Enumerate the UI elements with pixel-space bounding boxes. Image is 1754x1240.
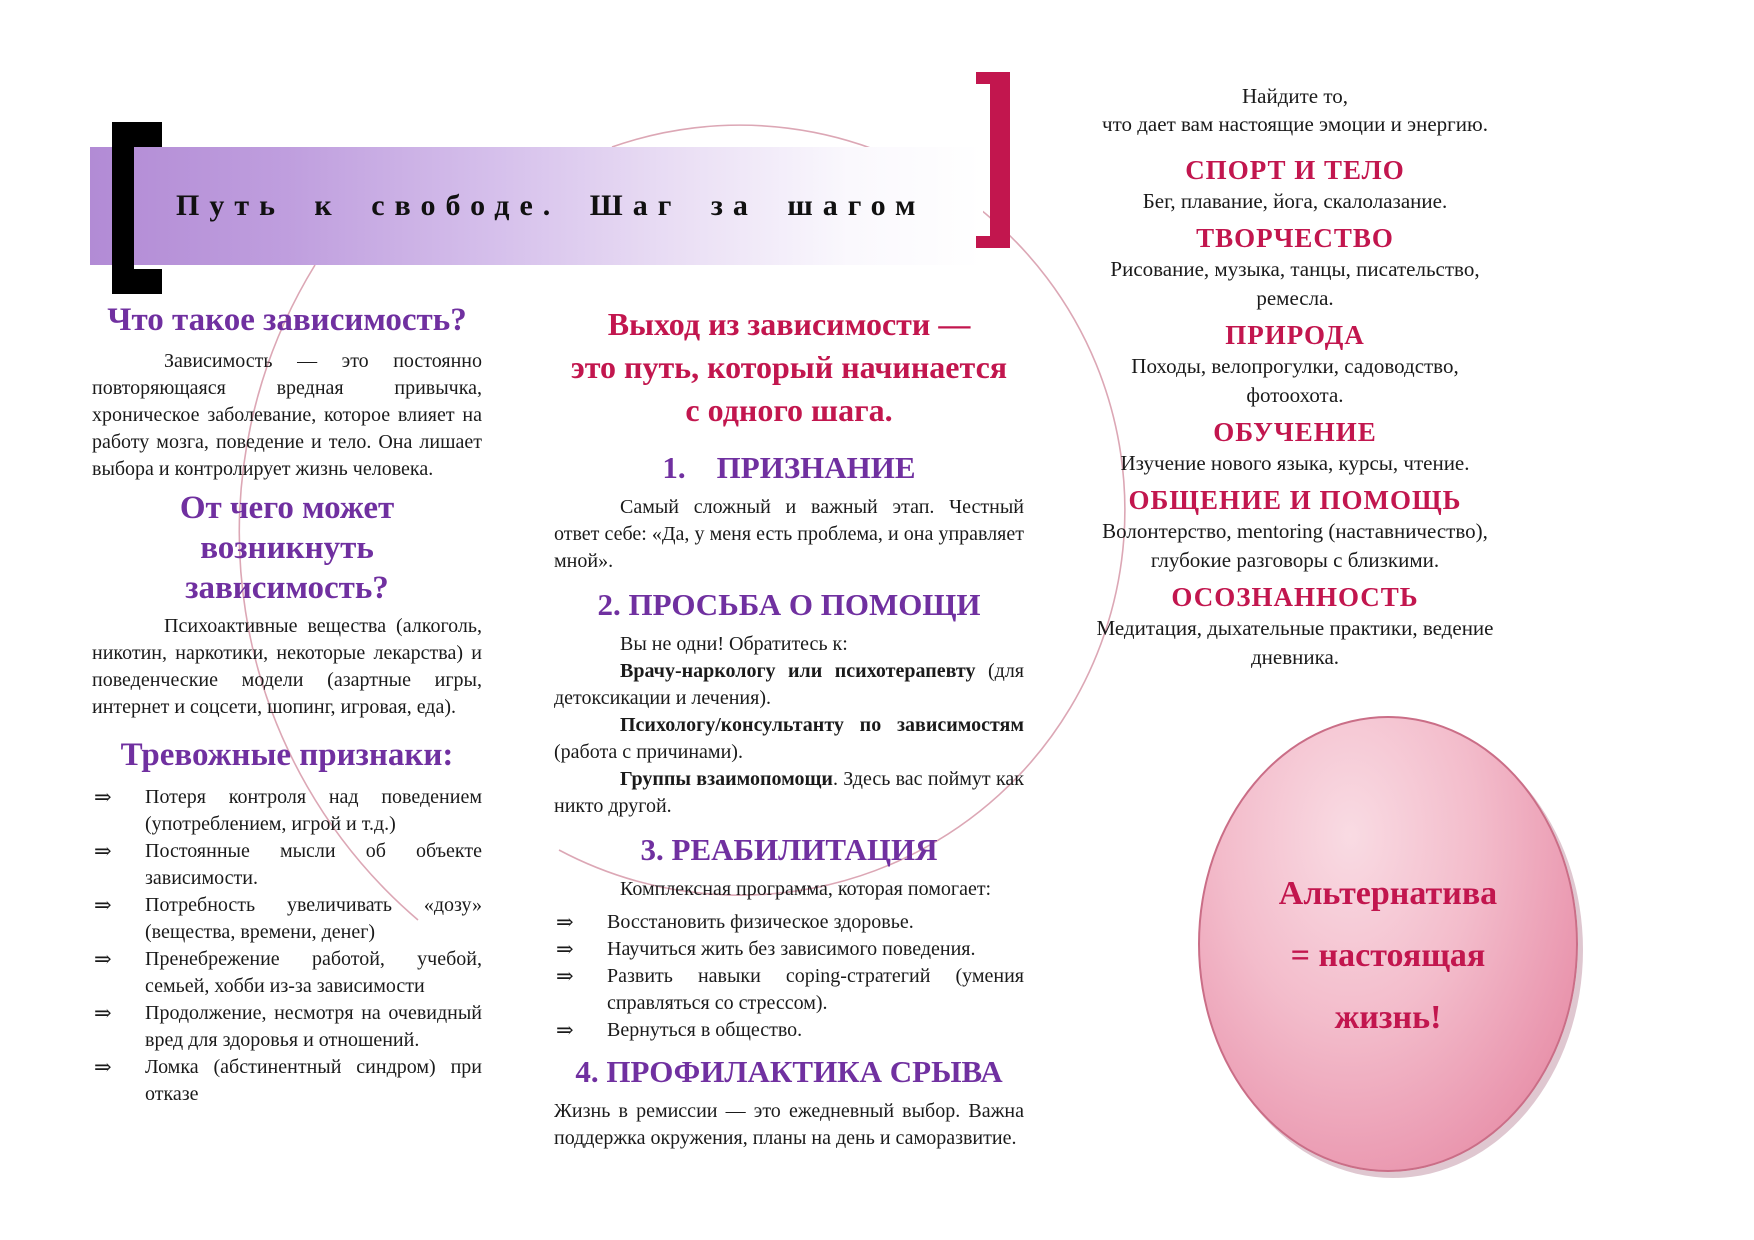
alternative-life-circle (1198, 716, 1578, 1172)
step1-heading: 1. ПРИЗНАНИЕ (662, 450, 916, 485)
category-desc-learning: Изучение нового языка, курсы, чтение. (1120, 451, 1470, 475)
rehab-benefit-text: Научиться жить без зависимого поведения. (607, 938, 976, 960)
category-title-creativity: ТВОРЧЕСТВО (1196, 223, 1394, 253)
right-column (1085, 82, 1505, 672)
warning-sign-text: Постоянные мысли об объекте зависимости. (145, 840, 482, 889)
arrow-bullet-icon: ⇒ (556, 937, 574, 961)
causes-paragraph: Психоактивные вещества (алкоголь, никотин, наркотики, некоторые лекарства) и поведенческие модели (азартные игры, интернет и соцсети, шопинг, игровая, еда). (92, 615, 482, 718)
category-title-sport: СПОРТ И ТЕЛО (1185, 155, 1405, 185)
warning-sign-item (92, 1054, 482, 1108)
warning-signs-list (92, 784, 482, 1108)
exit-headline-line: это путь, который начинается (570, 349, 1008, 385)
rehab-benefit-text: Восстановить физическое здоровье. (607, 911, 914, 933)
category-desc-nature: Походы, велопрогулки, садоводство, фотоохота. (1131, 354, 1459, 407)
step3-heading: 3. РЕАБИЛИТАЦИЯ (640, 832, 938, 867)
causes-heading-line: зависимость? (185, 570, 389, 606)
causes-heading-line: От чего может (179, 490, 395, 526)
help-option-bold: Врачу-наркологу или психотерапевту (620, 660, 976, 682)
category-desc-mindfulness: Медитация, дыхательные практики, ведение дневника. (1096, 616, 1494, 669)
arrow-bullet-icon: ⇒ (556, 1018, 574, 1042)
warning-sign-text: Пренебрежение работой, учебой, семьей, хобби из-за зависимости (145, 948, 482, 997)
warning-sign-text: Потребность увеличивать «дозу» (вещества, времени, денег) (145, 894, 482, 943)
warning-sign-item (92, 1000, 482, 1054)
left-column (92, 298, 482, 1108)
step3-paragraph: Комплексная программа, которая помогает: (620, 878, 992, 900)
exit-headline-line: с одного шага. (685, 392, 893, 428)
alternatives-intro-line: Найдите то, (1241, 84, 1349, 108)
warning-sign-text: Потеря контроля над поведением (употреблением, игрой и т.д.) (145, 786, 482, 835)
left-bracket-decoration (112, 122, 162, 294)
category-title-communication: ОБЩЕНИЕ И ПОМОЩЬ (1128, 485, 1462, 515)
warning-sign-item (92, 892, 482, 946)
category-desc-communication: Волонтерство, mentoring (наставничество), глубокие разговоры с близкими. (1102, 519, 1488, 572)
category-desc-sport: Бег, плавание, йога, скалолазание. (1142, 189, 1448, 213)
category-desc-creativity: Рисование, музыка, танцы, писательство, ремесла. (1110, 257, 1480, 310)
arrow-bullet-icon: ⇒ (94, 1001, 112, 1025)
arrow-bullet-icon: ⇒ (94, 1055, 112, 1079)
exit-headline (554, 303, 1024, 432)
causes-heading (92, 488, 482, 608)
warning-sign-item (92, 784, 482, 838)
rehab-benefit-text: Вернуться в общество. (607, 1019, 803, 1041)
causes-heading-line: возникнуть (200, 530, 374, 566)
arrow-bullet-icon: ⇒ (556, 910, 574, 934)
warning-sign-item (92, 946, 482, 1000)
right-bracket-decoration (976, 72, 1010, 248)
arrow-bullet-icon: ⇒ (94, 839, 112, 863)
middle-column (554, 303, 1024, 1152)
help-option-rest: . Здесь вас поймут как никто другой. (554, 768, 1024, 817)
warning-sign-text: Продолжение, несмотря на очевидный вред для здоровья и отношений. (145, 1002, 482, 1051)
alternatives-intro-line: что дает вам настоящие эмоции и энергию. (1102, 112, 1488, 136)
step2-heading: 2. ПРОСЬБА О ПОМОЩИ (597, 587, 981, 622)
addiction-definition-paragraph: Зависимость — это постоянно повторяющаяся вредная привычка, хроническое заболевание, которое влияет на работу мозга, поведение и тело. Она лишает выбора и контролирует жизнь человека. (92, 350, 482, 480)
rehab-benefit-item (554, 963, 1024, 1017)
step1-paragraph: Самый сложный и важный этап. Честный ответ себе: «Да, у меня есть проблема, и она управляет мной». (554, 496, 1024, 572)
category-title-learning: ОБУЧЕНИЕ (1213, 417, 1377, 447)
what-is-addiction-heading: Что такое зависимость? (107, 302, 467, 338)
warning-sign-item (92, 838, 482, 892)
help-option-rest: (работа с причинами). (554, 741, 743, 763)
alternatives-intro (1085, 82, 1505, 138)
category-title-mindfulness: ОСОЗНАННОСТЬ (1171, 582, 1419, 612)
alternative-circle-line: жизнь! (1334, 999, 1442, 1036)
help-option (554, 658, 1024, 712)
warning-signs-heading: Тревожные признаки: (120, 737, 454, 773)
help-option-bold: Группы взаимопомощи (620, 768, 833, 790)
arrow-bullet-icon: ⇒ (556, 964, 574, 988)
help-option (554, 712, 1024, 766)
rehab-benefit-item (554, 909, 1024, 936)
help-option (554, 766, 1024, 820)
rehab-benefits-list (554, 909, 1024, 1044)
alternative-circle-line: = настоящая (1290, 937, 1486, 974)
arrow-bullet-icon: ⇒ (94, 893, 112, 917)
step4-paragraph: Жизнь в ремиссии — это ежедневный выбор. Важна поддержка окружения, планы на день и саморазвитие. (554, 1100, 1024, 1149)
rehab-benefit-item (554, 936, 1024, 963)
step4-heading: 4. ПРОФИЛАКТИКА СРЫВА (575, 1054, 1003, 1089)
page-title: Путь к свободе. Шаг за шагом (176, 189, 926, 222)
rehab-benefit-text: Развить навыки coping-стратегий (умения справляться со стрессом). (607, 965, 1024, 1014)
help-option-rest: (для детоксикации и лечения). (554, 660, 1024, 709)
arrow-bullet-icon: ⇒ (94, 947, 112, 971)
arrow-bullet-icon: ⇒ (94, 785, 112, 809)
exit-headline-line: Выход из зависимости — (607, 306, 971, 342)
rehab-benefit-item (554, 1017, 1024, 1044)
help-option-bold: Психологу/консультанту по зависимостям (620, 714, 1024, 736)
step2-intro: Вы не одни! Обратитесь к: (620, 633, 848, 655)
category-title-nature: ПРИРОДА (1225, 320, 1365, 350)
title-banner (90, 147, 983, 265)
alternative-circle-line: Альтернатива (1278, 875, 1498, 912)
warning-sign-text: Ломка (абстинентный синдром) при отказе (145, 1056, 482, 1105)
